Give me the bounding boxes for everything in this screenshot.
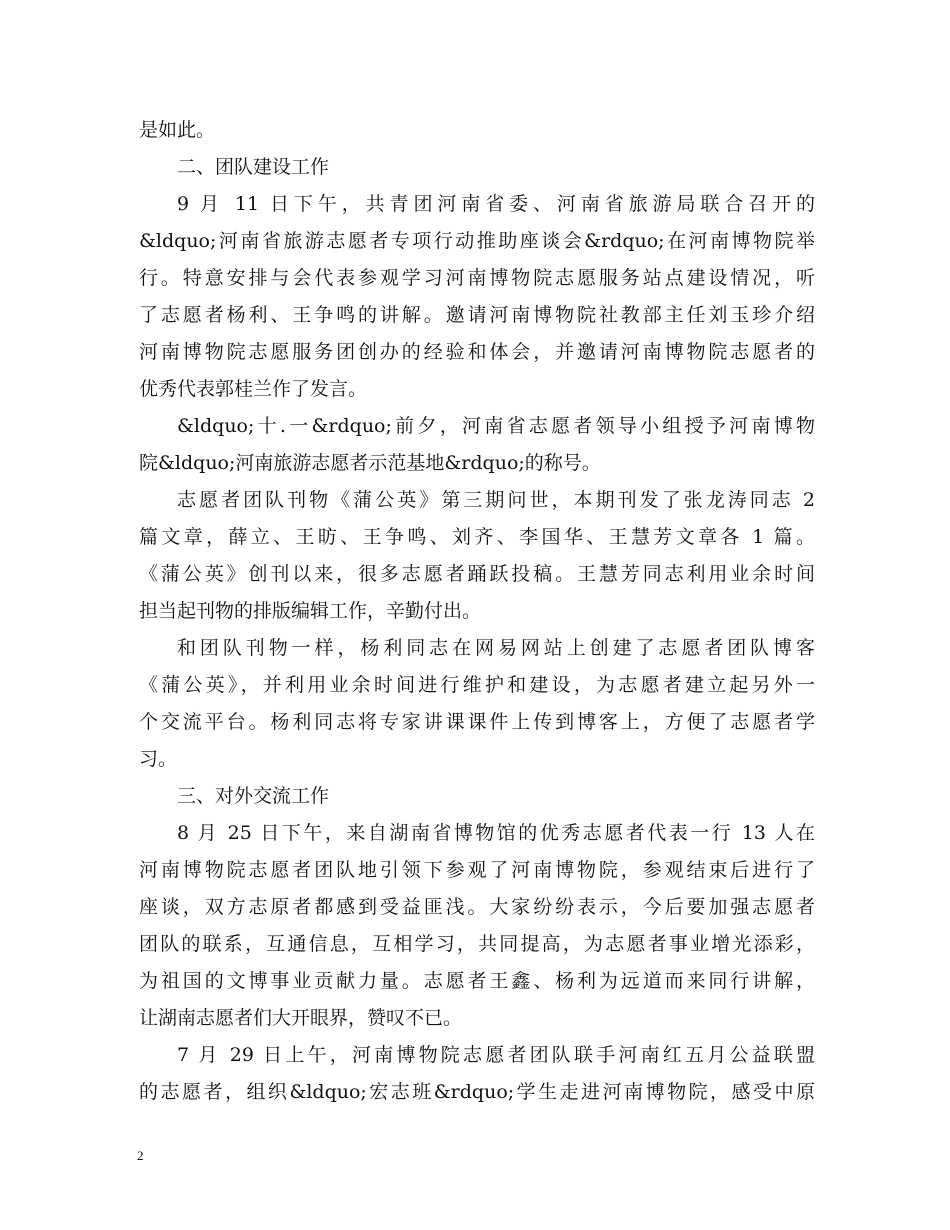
text-line: 行。特意安排与会代表参观学习河南博物院志愿服务站点建设情况，听: [139, 267, 815, 289]
text-line: 担当起刊物的排版编辑工作，辛勤付出。: [139, 600, 482, 622]
text-line: &ldquo;河南省旅游志愿者专项行动推助座谈会&rdquo;在河南博物院举: [139, 230, 815, 252]
text-line: 了志愿者杨利、王争鸣的讲解。邀请河南博物院社教部主任刘玉珍介绍: [139, 304, 815, 326]
text-line: 《蒲公英》创刊以来，很多志愿者踊跃投稿。王慧芳同志利用业余时间: [139, 563, 815, 585]
text-line: 个交流平台。杨利同志将专家讲课课件上传到博客上，方便了志愿者学: [139, 711, 815, 733]
text-line: 志愿者团队刊物《蒲公英》第三期问世，本期刊发了张龙涛同志 2: [177, 489, 815, 511]
text-line: 河南博物院志愿服务团创办的经验和体会，并邀请河南博物院志愿者的: [139, 341, 815, 363]
text-line: 篇文章，薛立、王昉、王争鸣、刘齐、李国华、王慧芳文章各 1 篇。: [139, 526, 815, 548]
text-line: 座谈，双方志原者都感到受益匪浅。大家纷纷表示，今后要加强志愿者: [139, 896, 815, 918]
text-line: 习。: [139, 748, 178, 770]
text-line: 《蒲公英》，并利用业余时间进行维护和建设，为志愿者建立起另外一: [139, 674, 815, 696]
text-line: 7 月 29 日上午，河南博物院志愿者团队联手河南红五月公益联盟: [177, 1044, 815, 1066]
text-line: 是如此。: [139, 119, 216, 141]
page-number: 2: [137, 1148, 144, 1163]
text-line: 院&ldquo;河南旅游志愿者示范基地&rdquo;的称号。: [139, 452, 601, 474]
text-line: 的志愿者，组织&ldquo;宏志班&rdquo;学生走进河南博物院，感受中原: [139, 1081, 815, 1103]
text-line: 河南博物院志愿者团队地引领下参观了河南博物院，参观结束后进行了: [139, 859, 815, 881]
text-line: &ldquo;十.一&rdquo;前夕，河南省志愿者领导小组授予河南博物: [177, 415, 815, 437]
section-heading: 二、团队建设工作: [177, 156, 330, 178]
document-body: [139, 112, 815, 1111]
section-heading: 三、对外交流工作: [177, 785, 330, 807]
text-line: 8 月 25 日下午，来自湖南省博物馆的优秀志愿者代表一行 13 人在: [177, 822, 815, 844]
text-line: 让湖南志愿者们大开眼界，赞叹不已。: [139, 1007, 463, 1029]
text-line: 团队的联系，互通信息，互相学习，共同提高，为志愿者事业增光添彩，: [139, 933, 815, 955]
text-line: 和团队刊物一样，杨利同志在网易网站上创建了志愿者团队博客: [177, 637, 815, 659]
text-line: 9 月 11 日下午，共青团河南省委、河南省旅游局联合召开的: [177, 193, 815, 215]
text-line: 优秀代表郭桂兰作了发言。: [139, 378, 368, 400]
text-line: 为祖国的文博事业贡献力量。志愿者王鑫、杨利为远道而来同行讲解，: [139, 970, 815, 992]
